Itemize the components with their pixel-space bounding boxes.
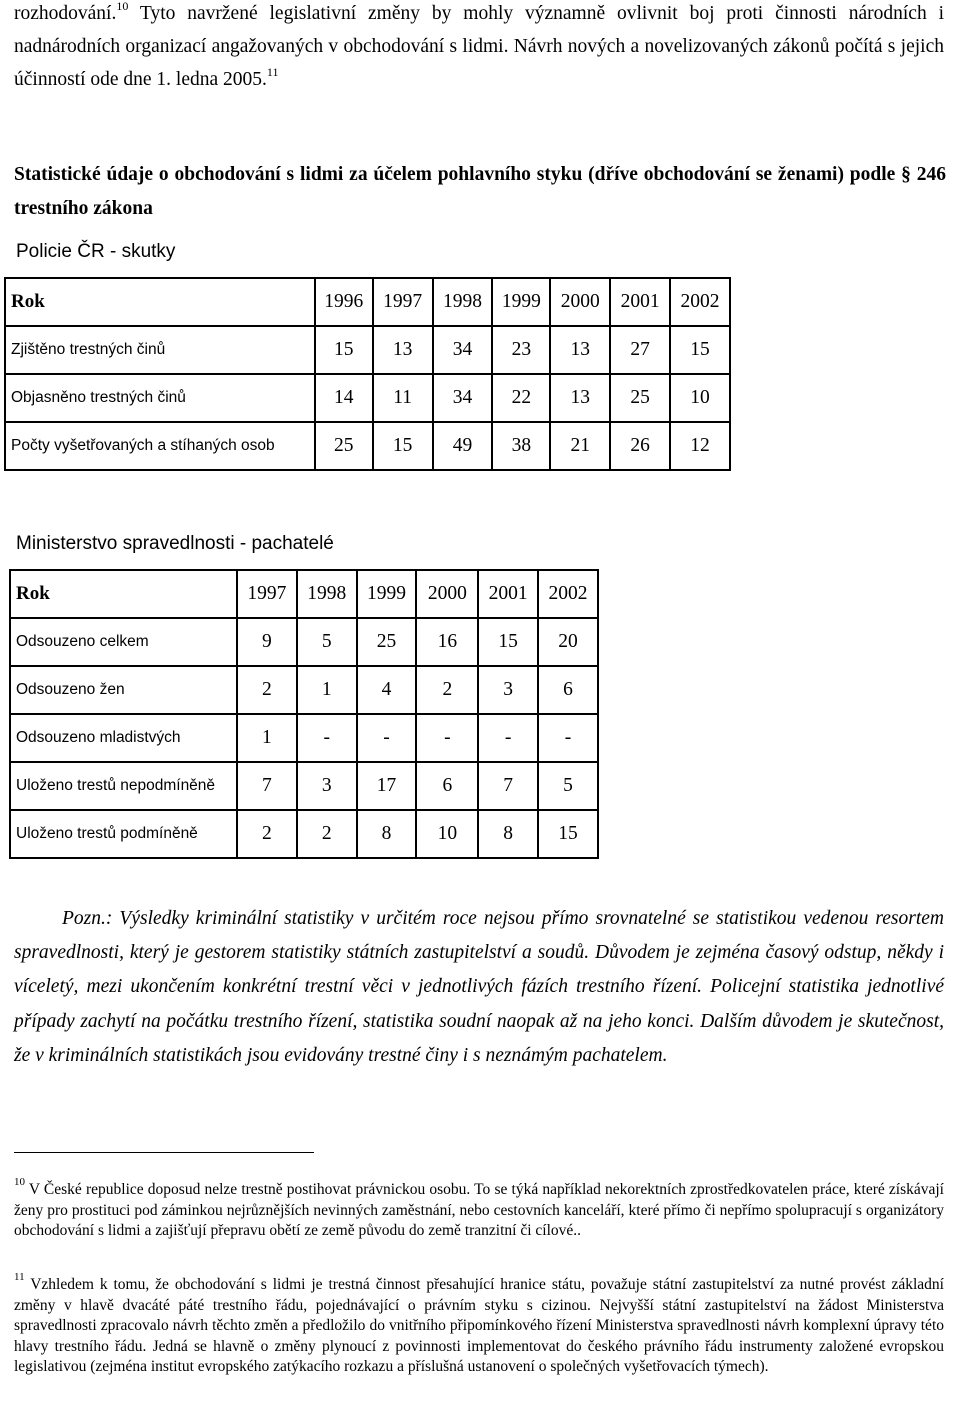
table-cell: 13 [373, 326, 433, 374]
row-label: Odsouzeno žen [10, 666, 237, 714]
table-row [10, 762, 598, 810]
footnote-10 [14, 1175, 944, 1242]
table-row [5, 374, 730, 422]
table-row [10, 666, 598, 714]
footnote-10-text: V České republice doposud nelze trestně postihovat právnickou osobu. To se týká například nekorektních zprostředkovatelen práce, které získávají ženy pro prostituci pod záminkou nejrůznějších nevinných zaměstnání, nebo cestovních kanceláří, které přímo či nepřímo spolupracují s organizátory obchodování s lidmi a zajišťují přepravu obětí ze země původu do země tranzitní či cílové.. [14, 1181, 944, 1240]
table-cell: 2 [416, 666, 478, 714]
justice-year-1998: 1998 [297, 570, 357, 618]
police-header-row [5, 278, 730, 326]
table-cell: 7 [237, 762, 297, 810]
table-cell: 13 [550, 326, 610, 374]
table-cell: 22 [492, 374, 550, 422]
intro-text-start: rozhodování. [14, 3, 117, 24]
row-label: Uloženo trestů podmíněně [10, 810, 237, 858]
row-label: Uloženo trestů nepodmíněně [10, 762, 237, 810]
police-year-1996: 1996 [315, 278, 373, 326]
statistics-note: Pozn.: Výsledky kriminální statistiky v určitém roce nejsou přímo srovnatelné se statistikou vedenou resortem spravedlnosti, který je gestorem statistiky státních zastupitelství a soudů. Důvodem je zejména časový odstup, někdy i víceletý, mezi ukončením konkrétní trestní věci v jednotlivých fázích trestního řízení. Policejní statistika jednotlivé případy zachytí na počátku trestního řízení, statistika soudní naopak až na jeho konci. Dalším důvodem je skutečnost, že v kriminálních statistikách jsou evidovány trestné činy i s neznámým pachatelem. [14, 908, 944, 1066]
table-cell: 7 [478, 762, 538, 810]
table-cell: 6 [416, 762, 478, 810]
table-row [5, 326, 730, 374]
table-cell: 15 [373, 422, 433, 470]
table-cell: 26 [610, 422, 670, 470]
row-label: Odsouzeno mladistvých [10, 714, 237, 762]
table-cell: 8 [357, 810, 417, 858]
police-header-label: Rok [5, 278, 315, 326]
table-cell: 25 [315, 422, 373, 470]
table-cell: 3 [478, 666, 538, 714]
table-row [5, 422, 730, 470]
police-table-subtitle: Policie ČR - skutky [16, 241, 176, 262]
table-cell: 14 [315, 374, 373, 422]
table-cell: - [538, 714, 598, 762]
footnote-10-number: 10 [14, 1175, 25, 1188]
table-cell: 3 [297, 762, 357, 810]
table-cell: 2 [297, 810, 357, 858]
police-statistics-table [4, 277, 731, 471]
intro-paragraph [14, 0, 944, 96]
table-cell: 13 [550, 374, 610, 422]
table-cell: 15 [315, 326, 373, 374]
justice-table-subtitle: Ministerstvo spravedlnosti - pachatelé [16, 533, 334, 554]
row-label: Odsouzeno celkem [10, 618, 237, 666]
table-cell: - [297, 714, 357, 762]
footnote-separator [14, 1152, 314, 1153]
footnote-11 [14, 1270, 944, 1378]
table-cell: - [478, 714, 538, 762]
table-cell: 2 [237, 810, 297, 858]
table-cell: 5 [538, 762, 598, 810]
justice-year-2001: 2001 [478, 570, 538, 618]
justice-header-label: Rok [10, 570, 237, 618]
table-cell: 15 [538, 810, 598, 858]
table-cell: 9 [237, 618, 297, 666]
row-label: Zjištěno trestných činů [5, 326, 315, 374]
table-cell: 27 [610, 326, 670, 374]
justice-year-1997: 1997 [237, 570, 297, 618]
row-label: Objasněno trestných činů [5, 374, 315, 422]
justice-year-2000: 2000 [416, 570, 478, 618]
footnote-11-number: 11 [14, 1270, 25, 1283]
table-row [10, 714, 598, 762]
footnote-ref-11[interactable]: 11 [266, 64, 279, 79]
police-year-2000: 2000 [550, 278, 610, 326]
table-cell: 15 [478, 618, 538, 666]
justice-statistics-table [9, 569, 599, 859]
table-cell: 23 [492, 326, 550, 374]
table-cell: 10 [670, 374, 730, 422]
table-cell: 34 [433, 374, 493, 422]
table-cell: 25 [357, 618, 417, 666]
row-label: Počty vyšetřovaných a stíhaných osob [5, 422, 315, 470]
table-cell: 4 [357, 666, 417, 714]
table-row [10, 810, 598, 858]
justice-year-2002: 2002 [538, 570, 598, 618]
table-cell: 38 [492, 422, 550, 470]
table-cell: - [357, 714, 417, 762]
table-cell: 10 [416, 810, 478, 858]
intro-text-body: Tyto navržené legislativní změny by mohly významně ovlivnit boj proti činnosti národních i nadnárodních organizací angažovaných v obchodování s lidmi. Návrh nových a novelizovaných zákonů počítá s jejich účinností ode dne 1. ledna 2005. [14, 3, 944, 90]
table-cell: 2 [237, 666, 297, 714]
police-year-1998: 1998 [433, 278, 493, 326]
table-cell: 8 [478, 810, 538, 858]
table-cell: 6 [538, 666, 598, 714]
table-cell: 1 [297, 666, 357, 714]
table-cell: 20 [538, 618, 598, 666]
table-cell: 5 [297, 618, 357, 666]
table-cell: 11 [373, 374, 433, 422]
police-year-1999: 1999 [492, 278, 550, 326]
table-cell: 21 [550, 422, 610, 470]
table-cell: 34 [433, 326, 493, 374]
table-cell: 25 [610, 374, 670, 422]
table-cell: 1 [237, 714, 297, 762]
table-cell: 16 [416, 618, 478, 666]
justice-header-row [10, 570, 598, 618]
table-cell: - [416, 714, 478, 762]
footnote-ref-10[interactable]: 10 [116, 0, 129, 13]
table-cell: 15 [670, 326, 730, 374]
footnote-11-text: Vzhledem k tomu, že obchodování s lidmi je trestná činnost přesahující hranice státu, považuje státní zastupitelství za nutné provést základní změny v hlavě dvacáté páté trestního řádu, pojednávající o právním styku s cizinou. Nejvyšší státní zastupitelství na žádost Ministerstva spravedlnosti zpracovalo návrh těchto změn a předložilo do vnitřního připomínkového řízení Ministerstva spravedlnosti návrh komplexní úpravy této hlavy trestního řádu. Jedná se hlavně o změny plynoucí z povinnosti implementovat do českého právního řádu instrumenty založené evropskou legislativou (zejména institut evropského zatýkacího rozkazu a příslušná ustanovení o společných vyšetřovacích týmech). [14, 1276, 944, 1376]
table-cell: 12 [670, 422, 730, 470]
police-year-1997: 1997 [373, 278, 433, 326]
table-cell: 17 [357, 762, 417, 810]
police-year-2001: 2001 [610, 278, 670, 326]
justice-year-1999: 1999 [357, 570, 417, 618]
table-row [10, 618, 598, 666]
police-year-2002: 2002 [670, 278, 730, 326]
section-heading: Statistické údaje o obchodování s lidmi za účelem pohlavního styku (dříve obchodování se ženami) podle § 246 trestního zákona [14, 164, 946, 219]
table-cell: 49 [433, 422, 493, 470]
